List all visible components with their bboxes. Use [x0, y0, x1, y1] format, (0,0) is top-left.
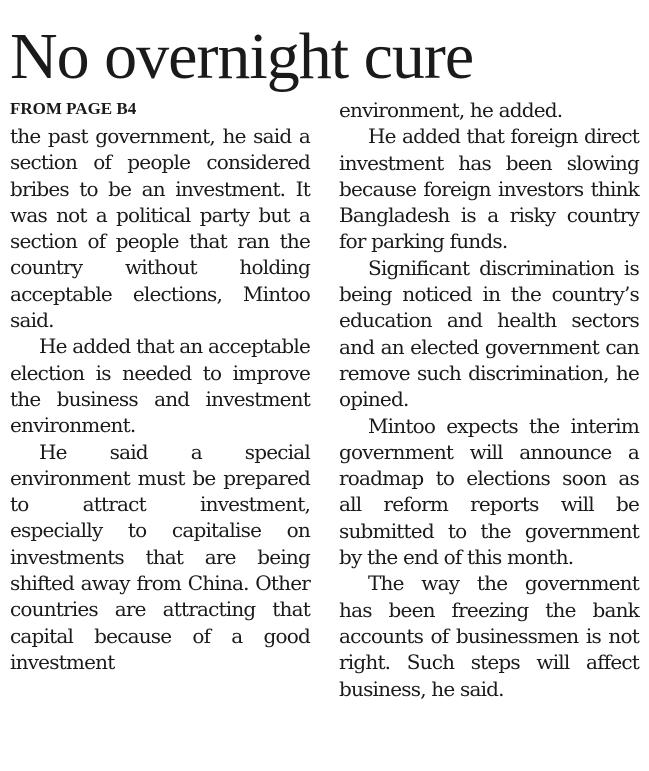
paragraph: He said a special environment must be prepared to attract investment, especially to capitalise on investments that are being shifted away from China. Other countries are attracting that capital because of a good investment: [10, 439, 310, 674]
paragraph: Significant discrimination is being noticed in the country’s education and health sectors and an elected government can remove such discrimination, he opined.: [339, 255, 639, 412]
paragraph: the past government, he said a section of people considered bribes to be an investment. It was not a political party but a section of people that ran the country without holding acceptable elections, Mintoo said.: [10, 124, 310, 333]
article-column-left: [10, 123, 310, 675]
continuation-kicker: FROM PAGE B4: [10, 99, 137, 118]
paragraph: The way the government has been freezing the bank accounts of businessmen is not right. Such steps will affect business, he said.: [339, 571, 639, 701]
paragraph: environment, he added.: [339, 98, 563, 122]
paragraph: He added that foreign direct investment has been slowing because foreign investors think Bangladesh is a risky country for parking funds.: [339, 124, 639, 254]
paragraph: Mintoo expects the interim government will announce a roadmap to elections soon as all reform reports will be submitted to the government by the end of this month.: [339, 413, 639, 570]
article-column-right: [339, 97, 639, 702]
headline: No overnight cure: [10, 20, 474, 93]
paragraph: He added that an acceptable election is needed to improve the business and investment environment.: [10, 334, 310, 438]
